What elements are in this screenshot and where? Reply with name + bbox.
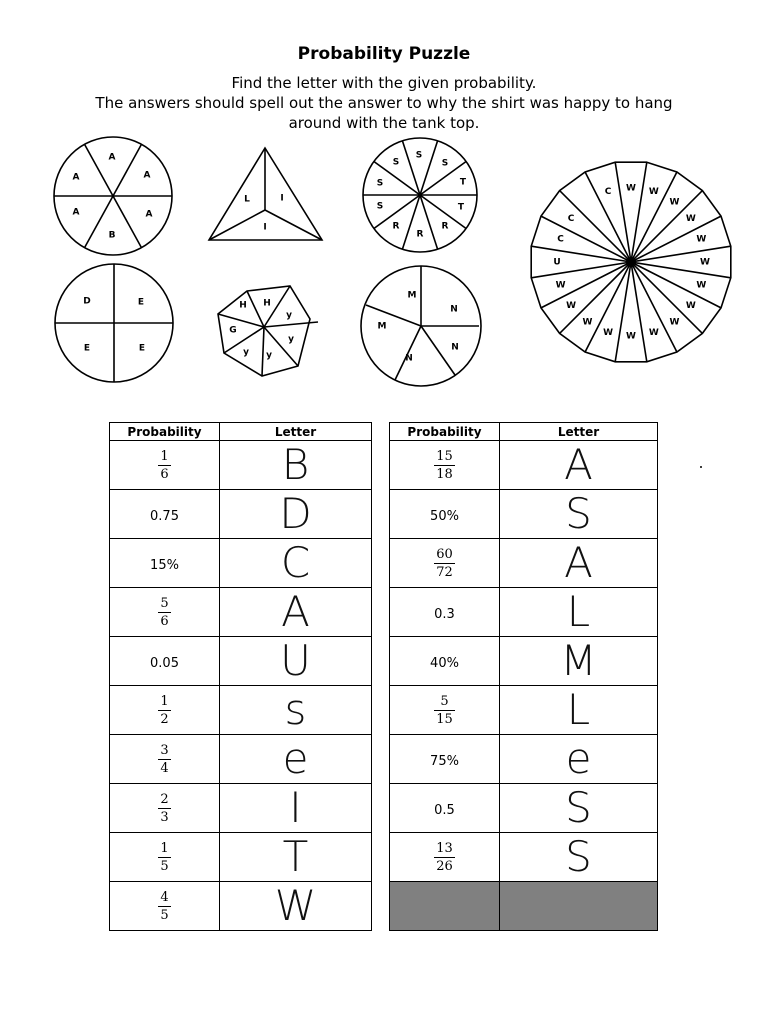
letter-cell: [220, 882, 372, 931]
table-row: [110, 588, 372, 637]
sector-label: W: [669, 317, 680, 328]
sector-label: A: [108, 152, 116, 163]
fraction-numerator: 4: [160, 889, 169, 905]
fraction-numerator: 1: [160, 448, 169, 464]
spinner-heptagon: [218, 286, 318, 376]
letter-cell: [500, 833, 658, 882]
fraction-denominator: 18: [436, 466, 453, 482]
letter-cell: [220, 441, 372, 490]
fraction-numerator: 15: [436, 448, 453, 464]
fraction-numerator: 3: [160, 742, 169, 758]
probability-cell: [110, 588, 220, 637]
probability-cell: [110, 735, 220, 784]
letter-cell: [220, 637, 372, 686]
letter-cell: [500, 441, 658, 490]
probability-cell: [390, 441, 500, 490]
handwritten-letter: B: [281, 440, 310, 489]
sector-label: y: [266, 350, 272, 361]
column-header: Probability: [390, 423, 500, 441]
fraction-numerator: 5: [434, 693, 455, 711]
probability-cell: [390, 882, 500, 931]
handwritten-letter: S: [565, 832, 592, 881]
spinner-triangle: [209, 148, 322, 240]
table-row: [390, 882, 658, 931]
table-row: [390, 686, 658, 735]
spinner-big: [531, 162, 731, 362]
fraction-denominator: 6: [160, 613, 169, 629]
probability-value: 0.75: [150, 508, 179, 524]
sector-label: M: [407, 290, 417, 301]
probability-table-right: [389, 422, 658, 931]
fraction-numerator: 60: [436, 546, 453, 562]
table-row: [110, 882, 372, 931]
sector-label: y: [288, 334, 294, 345]
fraction: [158, 889, 170, 924]
probability-cell: [390, 490, 500, 539]
fraction-numerator: 5: [160, 595, 169, 611]
column-header: Letter: [220, 423, 372, 441]
probability-cell: [110, 882, 220, 931]
table-row: [110, 833, 372, 882]
sector-label: R: [416, 229, 424, 240]
sector-label: N: [451, 342, 459, 353]
sector-label: E: [138, 343, 146, 354]
sector-label: A: [72, 207, 80, 218]
sector-label: W: [582, 317, 593, 328]
handwritten-letter: C: [280, 538, 311, 587]
sector-label: C: [604, 187, 612, 198]
table-row: [110, 735, 372, 784]
fraction-denominator: 15: [436, 711, 453, 727]
sector-label: L: [244, 194, 250, 205]
sector-label: W: [685, 214, 696, 224]
table-row: [390, 784, 658, 833]
table-row: [390, 637, 658, 686]
sector-label: A: [143, 170, 151, 181]
probability-table-left: [109, 422, 372, 931]
handwritten-letter: T: [282, 832, 309, 881]
table-row: [390, 539, 658, 588]
sector-divider: [631, 262, 702, 333]
fraction: [158, 693, 170, 728]
letter-cell: [220, 784, 372, 833]
handwritten-letter: S: [565, 489, 592, 538]
letter-cell: [500, 686, 658, 735]
sector-divider: [420, 195, 438, 249]
table-row: [110, 784, 372, 833]
handwritten-letter: S: [565, 783, 592, 832]
fraction-denominator: 6: [160, 466, 169, 482]
letter-cell: [220, 735, 372, 784]
probability-cell: [390, 833, 500, 882]
probability-cell: [110, 539, 220, 588]
sector-label: R: [392, 221, 400, 232]
table-row: [390, 588, 658, 637]
table-row: [110, 441, 372, 490]
handwritten-letter: D: [279, 489, 312, 538]
sector-label: H: [239, 300, 247, 311]
probability-cell: [110, 490, 220, 539]
sector-label: E: [83, 343, 91, 354]
column-header: Letter: [500, 423, 658, 441]
probability-cell: [110, 784, 220, 833]
sector-label: W: [626, 331, 636, 342]
handwritten-letter: I: [289, 783, 302, 832]
column-header: Probability: [110, 423, 220, 441]
sector-label: y: [286, 310, 292, 321]
sector-label: W: [603, 327, 614, 338]
handwritten-letter: A: [564, 440, 593, 489]
sector-label: W: [696, 234, 707, 245]
fraction: [158, 448, 170, 483]
sector-label: T: [457, 202, 465, 213]
sector-divider: [402, 141, 423, 195]
probability-cell: [390, 588, 500, 637]
fraction: [434, 693, 455, 728]
table-row: [110, 490, 372, 539]
fraction-denominator: 2: [160, 711, 169, 727]
fraction-denominator: 72: [436, 564, 453, 580]
sector-label: W: [648, 187, 659, 198]
table-row: [390, 735, 658, 784]
handwritten-letter: s: [284, 685, 307, 734]
probability-value: 15%: [150, 557, 179, 573]
sector-divider: [560, 191, 631, 262]
sector-label: N: [405, 353, 413, 364]
letter-cell: [500, 784, 658, 833]
probability-value: 40%: [430, 655, 459, 671]
sector-label: I: [280, 193, 284, 204]
fraction-numerator: 1: [160, 840, 169, 856]
table-row: [110, 686, 372, 735]
sector-label: E: [137, 297, 145, 308]
sector-label: G: [229, 325, 237, 336]
page-title: Probability Puzzle: [297, 44, 471, 64]
sector-label: C: [557, 234, 564, 245]
probability-cell: [390, 637, 500, 686]
sector-label: T: [459, 177, 467, 188]
probability-value: 0.5: [434, 802, 455, 818]
letter-cell: [500, 882, 658, 931]
table-row: [110, 637, 372, 686]
handwritten-letter: W: [274, 881, 317, 930]
probability-cell: [110, 441, 220, 490]
table-row: [390, 441, 658, 490]
sector-label: W: [700, 257, 710, 268]
handwritten-letter: L: [566, 587, 591, 636]
letter-cell: [220, 490, 372, 539]
fraction: [434, 840, 455, 875]
sector-label: W: [566, 301, 577, 311]
sector-label: W: [555, 280, 566, 291]
fraction: [158, 840, 170, 875]
sector-label: A: [145, 209, 153, 220]
table-row: [390, 833, 658, 882]
probability-cell: [110, 833, 220, 882]
fraction-denominator: 5: [160, 858, 169, 874]
fraction: [158, 595, 170, 630]
sector-label: S: [441, 158, 449, 169]
instruction-line: Find the letter with the given probability.: [231, 74, 537, 92]
sector-label: y: [243, 347, 249, 358]
instruction-line: The answers should spell out the answer to why the shirt was happy to hang: [95, 94, 673, 112]
handwritten-letter: U: [280, 636, 311, 685]
probability-value: 0.05: [150, 655, 179, 671]
probability-cell: [110, 686, 220, 735]
fraction-numerator: 1: [160, 693, 169, 709]
spinner-a: [54, 137, 172, 255]
sector-label: S: [415, 150, 423, 161]
fraction-denominator: 4: [160, 760, 169, 776]
letter-cell: [500, 539, 658, 588]
handwritten-letter: e: [282, 734, 309, 783]
letter-cell: [500, 637, 658, 686]
fraction-denominator: 5: [160, 907, 169, 923]
sector-label: B: [108, 230, 116, 241]
letter-cell: [500, 490, 658, 539]
letter-cell: [220, 833, 372, 882]
sector-label: D: [83, 296, 91, 307]
sector-label: W: [626, 183, 636, 194]
sector-divider: [631, 191, 702, 262]
sector-label: M: [377, 321, 387, 332]
fraction: [158, 742, 170, 777]
fraction: [434, 448, 455, 483]
sector-label: S: [376, 201, 384, 212]
spinner-mn: [361, 266, 481, 386]
letter-cell: [220, 588, 372, 637]
letter-cell: [500, 588, 658, 637]
fraction: [434, 546, 455, 581]
fraction-numerator: 2: [160, 791, 169, 807]
probability-value: 0.3: [434, 606, 455, 622]
letter-cell: [500, 735, 658, 784]
sector-label: N: [450, 304, 458, 315]
letter-cell: [220, 539, 372, 588]
sector-label: U: [553, 257, 561, 268]
sector-label: W: [669, 197, 680, 208]
sector-divider: [560, 262, 631, 333]
letter-cell: [220, 686, 372, 735]
sector-label: W: [685, 301, 696, 311]
probability-cell: [390, 784, 500, 833]
handwritten-letter: A: [281, 587, 310, 636]
probability-value: 50%: [430, 508, 459, 524]
sector-label: W: [648, 327, 659, 338]
sector-label: W: [696, 280, 707, 291]
probability-value: 75%: [430, 753, 459, 769]
handwritten-letter: A: [564, 538, 593, 587]
spinner-de: [55, 264, 173, 382]
sector-label: A: [72, 172, 80, 183]
sector-label: S: [376, 178, 384, 189]
fraction-denominator: 3: [160, 809, 169, 825]
handwritten-letter: M: [560, 636, 597, 685]
fraction: [158, 791, 170, 826]
probability-cell: [390, 735, 500, 784]
table-row: [390, 490, 658, 539]
fraction-numerator: 13: [436, 840, 453, 856]
sector-label: R: [441, 221, 449, 232]
handwritten-letter: e: [565, 734, 592, 783]
probability-cell: [390, 539, 500, 588]
probability-cell: [390, 686, 500, 735]
sector-label: I: [263, 222, 267, 233]
spinner-figures: [0, 0, 768, 400]
sector-divider: [402, 195, 420, 249]
sector-label: S: [392, 157, 400, 168]
spinner-str: [363, 138, 477, 252]
handwritten-letter: L: [566, 685, 591, 734]
table-row: [110, 539, 372, 588]
sector-divider: [420, 141, 438, 195]
probability-cell: [110, 637, 220, 686]
instruction-line: around with the tank top.: [288, 114, 480, 132]
sector-label: H: [263, 298, 271, 309]
stray-mark: [700, 466, 702, 468]
fraction-denominator: 26: [436, 858, 453, 874]
sector-label: C: [567, 214, 575, 224]
